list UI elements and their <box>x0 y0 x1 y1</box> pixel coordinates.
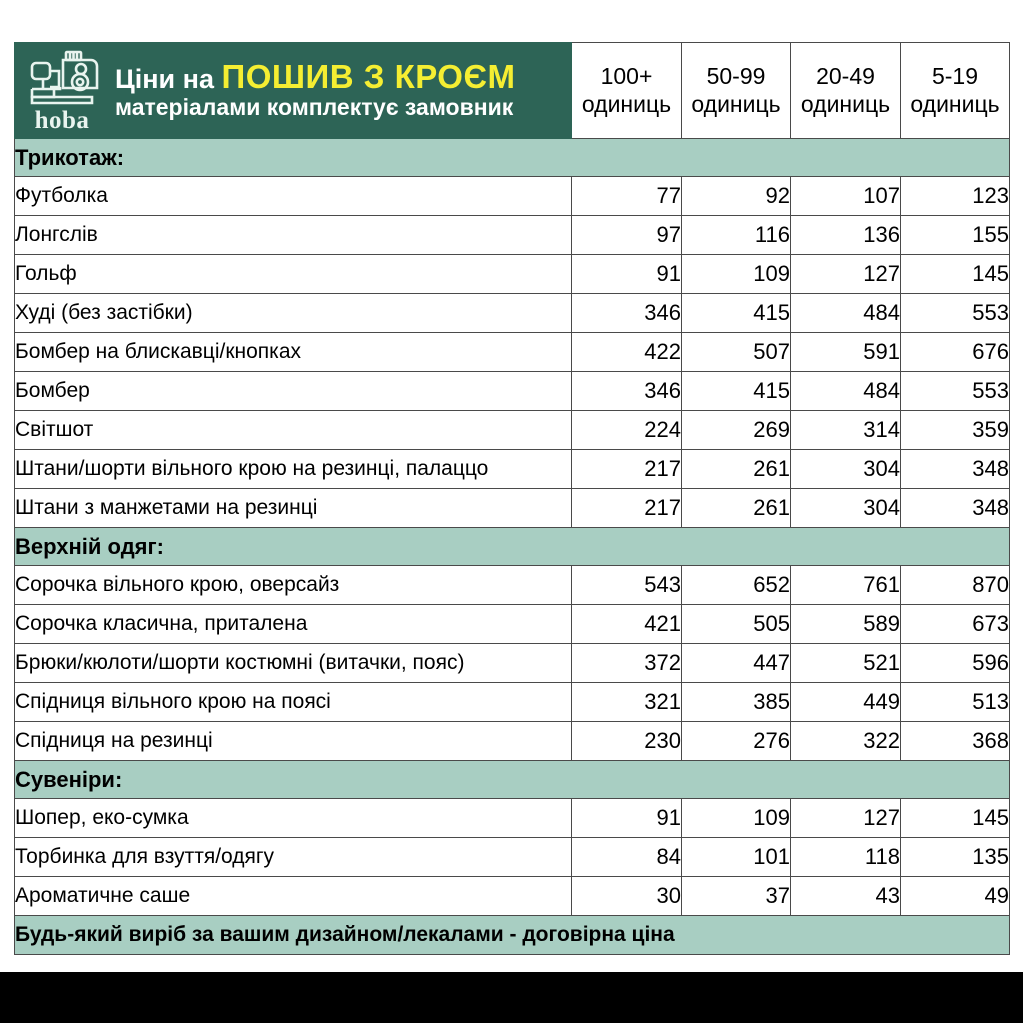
table-row <box>15 683 1010 722</box>
price-cell: 276 <box>682 722 791 761</box>
table-row <box>15 877 1010 916</box>
section-header-row <box>15 528 1010 566</box>
price-cell: 673 <box>901 605 1010 644</box>
price-cell: 507 <box>682 333 791 372</box>
price-cell: 109 <box>682 799 791 838</box>
price-cell: 118 <box>791 838 901 877</box>
row-label: Бомбер на блискавці/кнопках <box>15 333 572 372</box>
price-cell: 116 <box>682 216 791 255</box>
price-cell: 37 <box>682 877 791 916</box>
price-cell: 155 <box>901 216 1010 255</box>
column-header-4 <box>901 43 1010 139</box>
price-cell: 91 <box>572 799 682 838</box>
row-label: Гольф <box>15 255 572 294</box>
price-cell: 127 <box>791 799 901 838</box>
price-cell: 589 <box>791 605 901 644</box>
price-cell: 84 <box>572 838 682 877</box>
table-row <box>15 411 1010 450</box>
price-cell: 145 <box>901 799 1010 838</box>
price-cell: 49 <box>901 877 1010 916</box>
row-label: Штани/шорти вільного крою на резинці, палаццо <box>15 450 572 489</box>
table-row <box>15 605 1010 644</box>
header-title-line <box>115 57 516 95</box>
price-cell: 107 <box>791 177 901 216</box>
price-cell: 304 <box>791 489 901 528</box>
row-label: Сорочка вільного крою, оверсайз <box>15 566 572 605</box>
table-row <box>15 838 1010 877</box>
price-cell: 97 <box>572 216 682 255</box>
price-cell: 761 <box>791 566 901 605</box>
table-row <box>15 566 1010 605</box>
column-header-unit: одиниць <box>800 90 891 117</box>
row-label: Сорочка класична, приталена <box>15 605 572 644</box>
price-cell: 127 <box>791 255 901 294</box>
price-table <box>14 42 1010 955</box>
price-cell: 359 <box>901 411 1010 450</box>
row-label: Ароматичне саше <box>15 877 572 916</box>
table-row <box>15 372 1010 411</box>
price-cell: 91 <box>572 255 682 294</box>
price-cell: 217 <box>572 450 682 489</box>
price-table-container <box>14 42 1009 955</box>
column-header-3 <box>791 43 901 139</box>
section-title: Сувеніри: <box>15 761 1010 799</box>
price-cell: 513 <box>901 683 1010 722</box>
footer-note-row <box>15 916 1010 955</box>
price-cell: 415 <box>682 372 791 411</box>
price-cell: 269 <box>682 411 791 450</box>
price-cell: 415 <box>682 294 791 333</box>
row-label: Спідниця вільного крою на поясі <box>15 683 572 722</box>
brand-inner <box>15 43 571 138</box>
table-row <box>15 216 1010 255</box>
row-label: Світшот <box>15 411 572 450</box>
price-cell: 109 <box>682 255 791 294</box>
table-row <box>15 294 1010 333</box>
price-cell: 421 <box>572 605 682 644</box>
bottom-black-band <box>0 972 1023 1023</box>
price-cell: 30 <box>572 877 682 916</box>
price-cell: 217 <box>572 489 682 528</box>
price-cell: 484 <box>791 294 901 333</box>
section-title: Трикотаж: <box>15 139 1010 177</box>
logo-wordmark: hoba <box>34 106 90 134</box>
price-cell: 591 <box>791 333 901 372</box>
section-header-row <box>15 139 1010 177</box>
column-header-range: 50-99 <box>706 63 766 90</box>
table-header-row <box>15 43 1010 139</box>
row-label: Футболка <box>15 177 572 216</box>
row-label: Шопер, еко-сумка <box>15 799 572 838</box>
row-label: Худі (без застібки) <box>15 294 572 333</box>
table-row <box>15 799 1010 838</box>
price-cell: 145 <box>901 255 1010 294</box>
price-cell: 368 <box>901 722 1010 761</box>
price-cell: 348 <box>901 450 1010 489</box>
row-label: Спідниця на резинці <box>15 722 572 761</box>
price-cell: 505 <box>682 605 791 644</box>
column-header-2 <box>682 43 791 139</box>
price-cell: 596 <box>901 644 1010 683</box>
price-cell: 346 <box>572 372 682 411</box>
price-cell: 447 <box>682 644 791 683</box>
header-title-block <box>103 57 516 122</box>
price-cell: 321 <box>572 683 682 722</box>
row-label: Бомбер <box>15 372 572 411</box>
price-cell: 422 <box>572 333 682 372</box>
footer-note: Будь-який виріб за вашим дизайном/лекалами - договірна ціна <box>15 916 1010 955</box>
price-cell: 484 <box>791 372 901 411</box>
price-cell: 553 <box>901 294 1010 333</box>
title-prefix: Ціни на <box>115 63 222 94</box>
row-label: Штани з манжетами на резинці <box>15 489 572 528</box>
price-cell: 553 <box>901 372 1010 411</box>
price-cell: 304 <box>791 450 901 489</box>
logo-block <box>21 48 103 134</box>
price-cell: 543 <box>572 566 682 605</box>
table-row <box>15 450 1010 489</box>
sewing-machine-icon <box>25 49 99 107</box>
column-header-1 <box>572 43 682 139</box>
price-cell: 322 <box>791 722 901 761</box>
table-row <box>15 489 1010 528</box>
price-cell: 101 <box>682 838 791 877</box>
price-cell: 224 <box>572 411 682 450</box>
price-cell: 230 <box>572 722 682 761</box>
row-label: Брюки/кюлоти/шорти костюмні (витачки, пояс) <box>15 644 572 683</box>
column-header-range: 5-19 <box>931 63 979 90</box>
price-cell: 77 <box>572 177 682 216</box>
table-row <box>15 255 1010 294</box>
price-cell: 449 <box>791 683 901 722</box>
price-cell: 43 <box>791 877 901 916</box>
price-cell: 92 <box>682 177 791 216</box>
column-header-range: 100+ <box>600 63 653 90</box>
price-cell: 870 <box>901 566 1010 605</box>
price-cell: 261 <box>682 450 791 489</box>
price-cell: 314 <box>791 411 901 450</box>
row-label: Торбинка для взуття/одягу <box>15 838 572 877</box>
column-header-unit: одиниць <box>691 90 781 117</box>
price-cell: 261 <box>682 489 791 528</box>
brand-header-cell <box>15 43 572 139</box>
row-label: Лонгслів <box>15 216 572 255</box>
price-cell: 346 <box>572 294 682 333</box>
table-row <box>15 722 1010 761</box>
price-cell: 652 <box>682 566 791 605</box>
column-header-range: 20-49 <box>816 63 875 90</box>
column-header-unit: одиниць <box>910 90 1000 117</box>
table-row <box>15 644 1010 683</box>
table-row <box>15 177 1010 216</box>
price-cell: 676 <box>901 333 1010 372</box>
price-cell: 372 <box>572 644 682 683</box>
title-highlight: ПОШИВ З КРОЄМ <box>221 57 516 95</box>
price-cell: 385 <box>682 683 791 722</box>
price-cell: 348 <box>901 489 1010 528</box>
price-cell: 521 <box>791 644 901 683</box>
header-subtitle: матеріалами комплектує замовник <box>115 94 514 121</box>
price-cell: 136 <box>791 216 901 255</box>
section-title: Верхній одяг: <box>15 528 1010 566</box>
table-row <box>15 333 1010 372</box>
section-header-row <box>15 761 1010 799</box>
price-cell: 135 <box>901 838 1010 877</box>
column-header-unit: одиниць <box>581 90 672 117</box>
price-cell: 123 <box>901 177 1010 216</box>
